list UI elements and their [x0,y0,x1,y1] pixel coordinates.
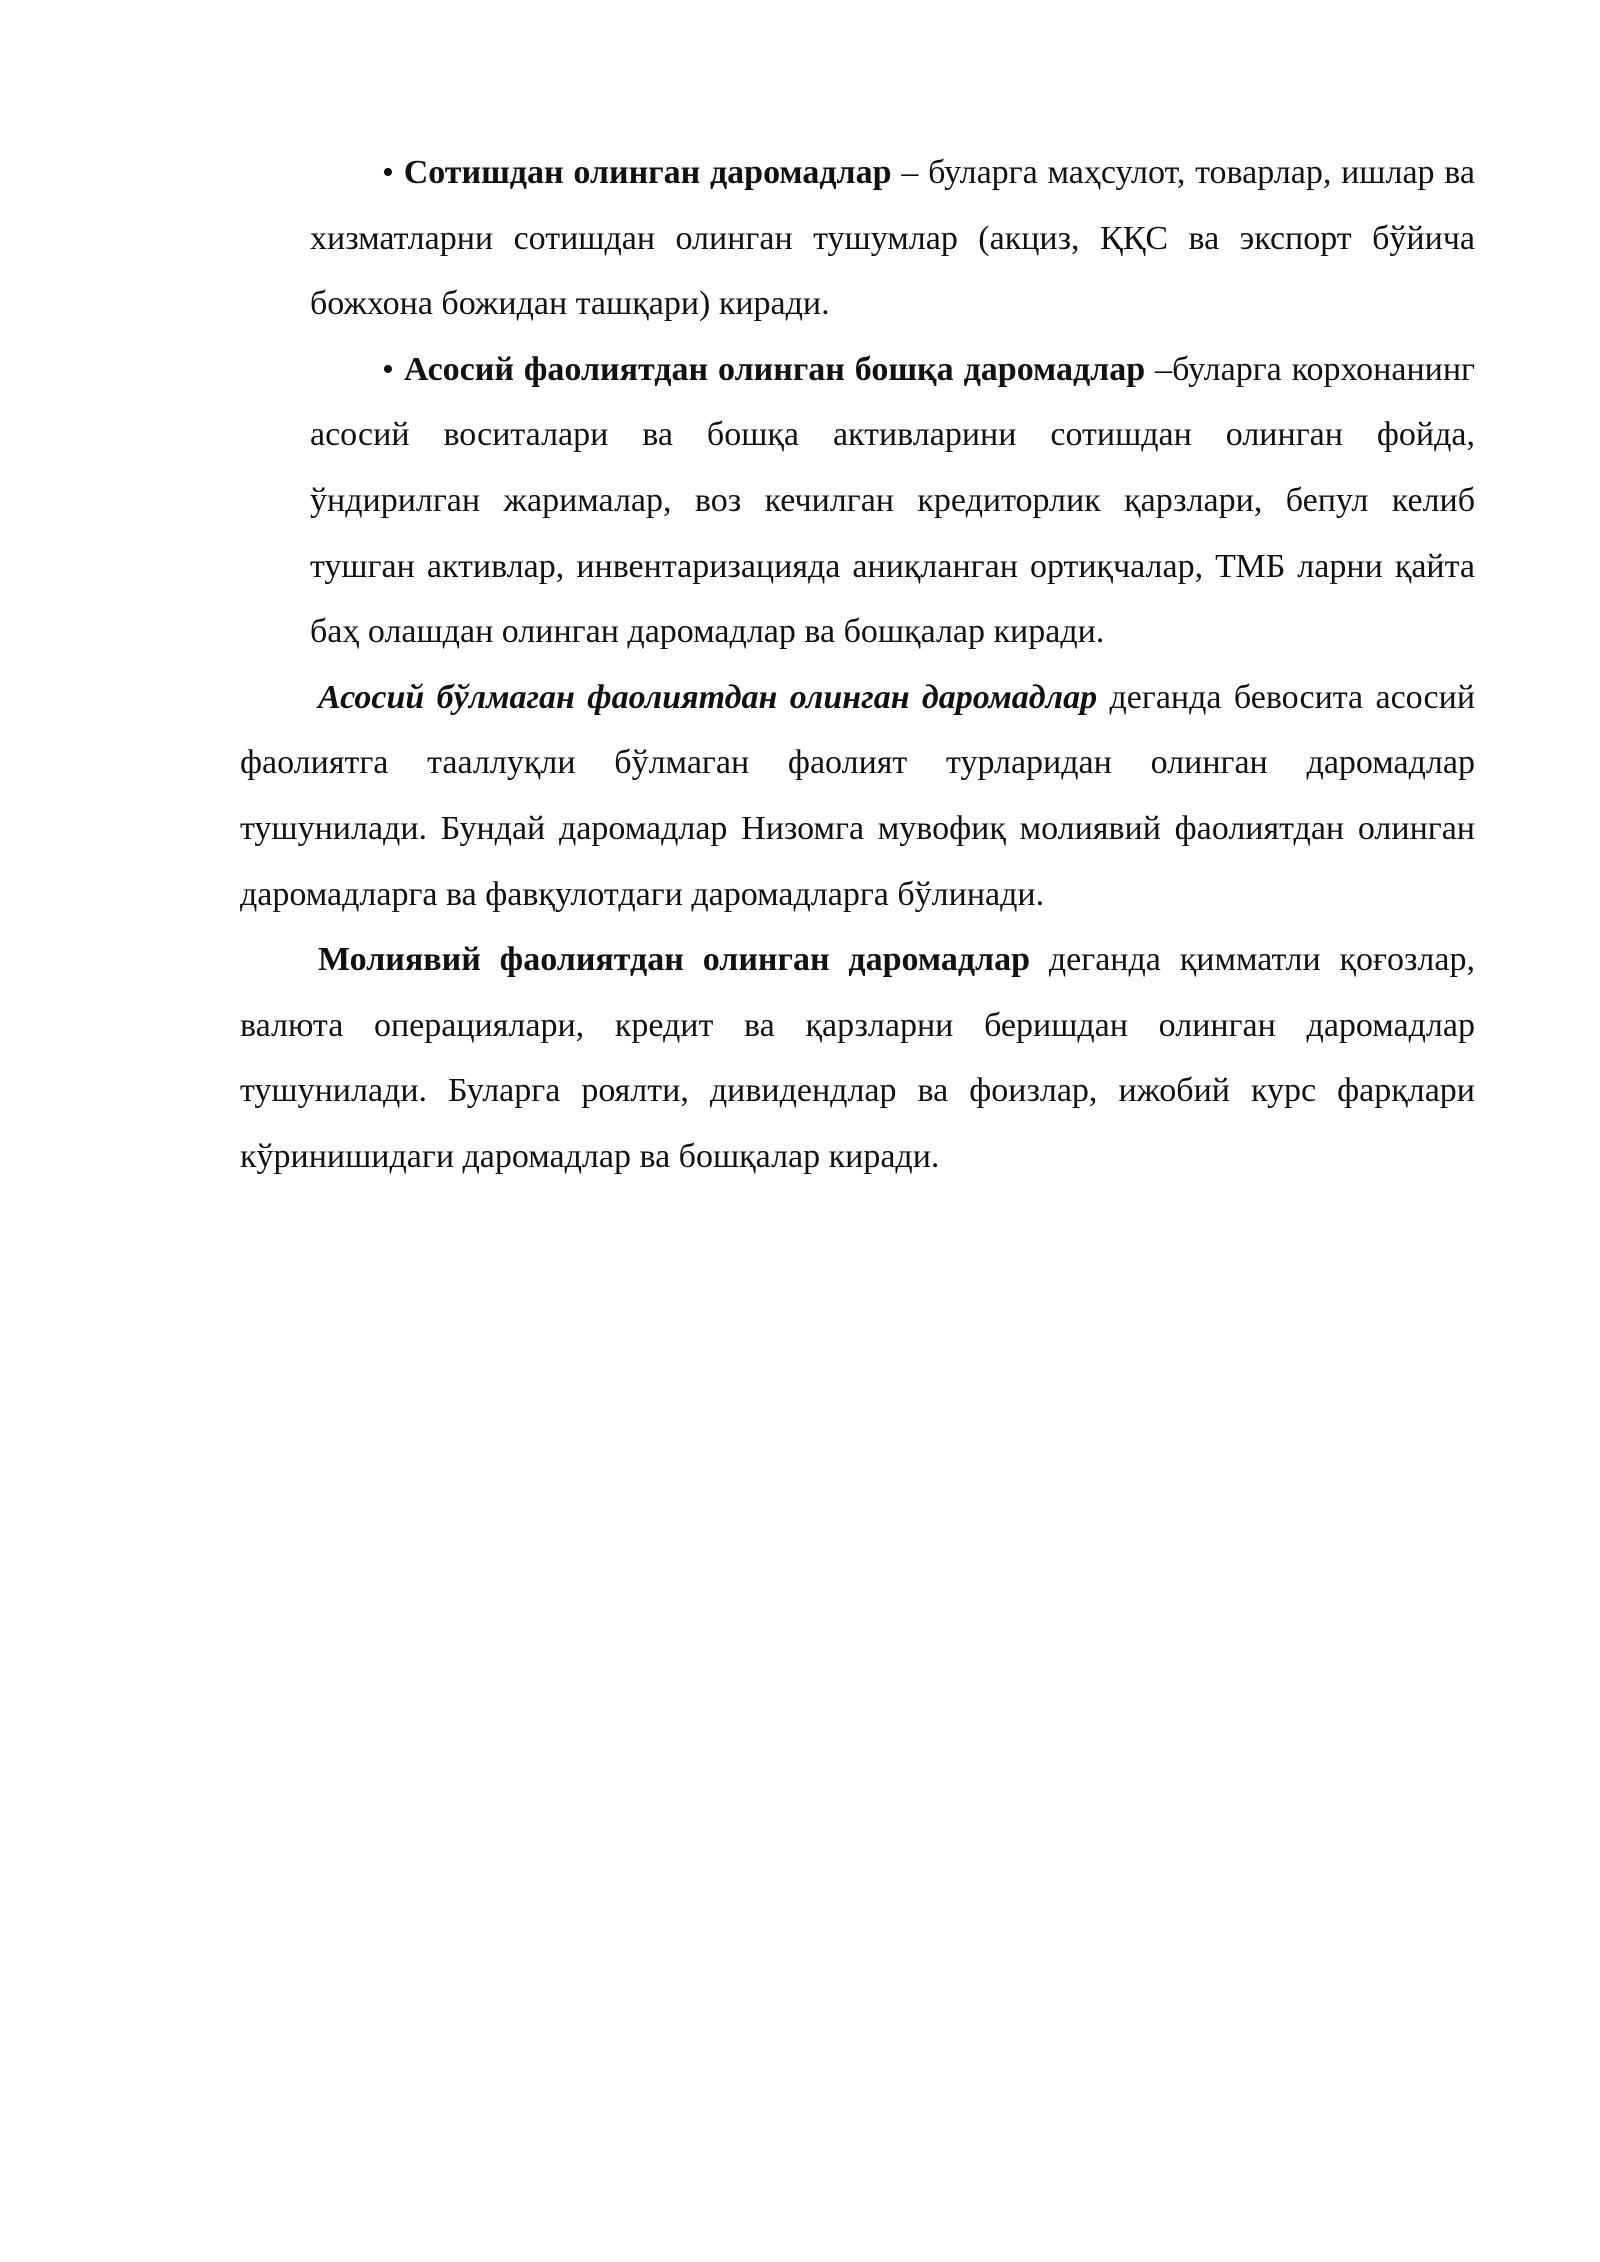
bullet-item-other-main-income [310,337,1475,665]
bullet-term: Сотишдан олинган даромадлар [403,154,892,191]
bullet-marker: • [382,154,394,191]
bullet-term: Асосий фаолиятдан олинган бошқа даромадлар [403,350,1146,388]
paragraph-non-core-income [240,665,1475,927]
paragraph-text: деганда қимматли қоғозлар, валюта операциялари, кредит ва қарзларни беришдан олинган даромадлар тушунилади. Буларга роялти, дивидендлар ва фоизлар, ижобий курс фарқлари кўринишидаги даромадлар ва бошқалар киради. [240,941,1475,1175]
paragraph-financial-income [240,927,1475,1189]
bullet-item-sales-income [310,140,1475,337]
paragraph-text: деганда бевосита асосий фаолиятга тааллуқли бўлмаган фаолият турларидан олинган даромадлар тушунилади. Бундай даромадлар Низомга мувофиқ молиявий фаолиятдан олинган даромадларга ва фавқулотдаги даромадларга бўлинади. [240,678,1476,913]
document-body [240,140,1475,1190]
paragraph-term: Молиявий фаолиятдан олинган даромадлар [318,941,1030,979]
paragraph-term: Асосий бўлмаган фаолиятдан олинган даромадлар [318,678,1098,716]
bullet-text: –буларга корхонанинг асосий воситалари ва бошқа активларини сотишдан олинган фойда, ўндирилган жарималар, воз кечилган кредиторлик қарзлари, бепул келиб тушган активлар, инвентаризацияда аниқланган ортиқчалар, ТМБ ларни қайта баҳ олашдан олинган даромадлар ва бошқалар киради. [310,350,1475,651]
bullet-marker: • [382,350,394,388]
bullet-text: – буларга маҳсулот, товарлар, ишлар ва хизматларни сотишдан олинган тушумлар (акциз, ҚҚС ва экспорт бўйича божхона божидан ташқари) киради. [310,154,1476,323]
